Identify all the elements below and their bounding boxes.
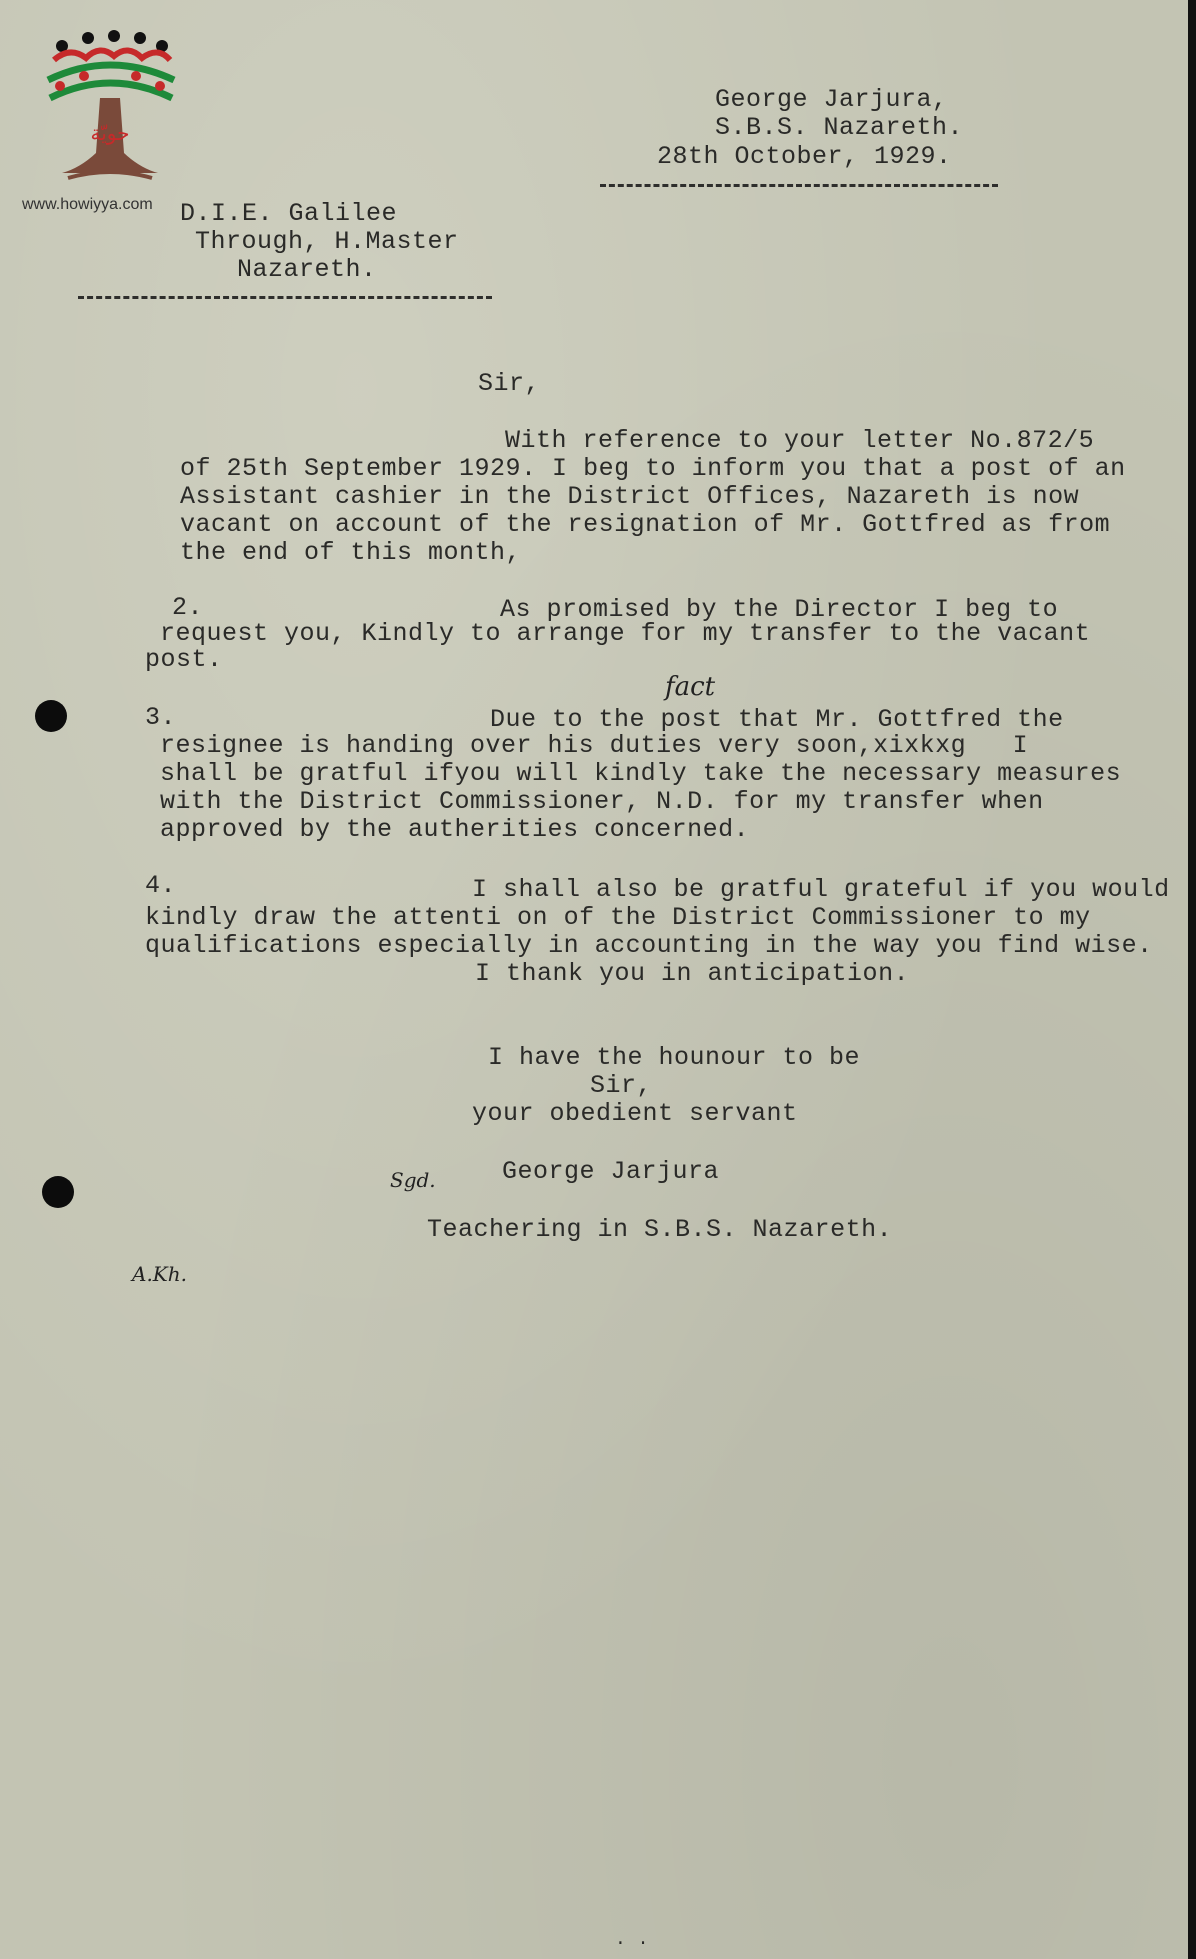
para2-line3: post. bbox=[145, 645, 223, 674]
para3-line5: approved by the autherities concerned. bbox=[160, 815, 750, 844]
sender-name: George Jarjura, bbox=[715, 85, 948, 114]
signature-name: George Jarjura bbox=[502, 1157, 720, 1186]
sender-school: S.B.S. Nazareth. bbox=[715, 113, 964, 142]
howiyya-logo bbox=[40, 28, 180, 193]
para4-line3: qualifications especially in accounting in the way you find wise. bbox=[145, 931, 1153, 960]
letter-date: 28th October, 1929. bbox=[657, 142, 952, 171]
handwritten-initials: A.Kh. bbox=[132, 1262, 187, 1286]
recipient-divider bbox=[78, 296, 492, 299]
recipient-line2: Through, H.Master bbox=[195, 227, 459, 256]
logo-site-text: www.howiyya.com bbox=[22, 196, 153, 213]
closing-line1: I have the hounour to be bbox=[488, 1043, 861, 1072]
punch-hole-top bbox=[35, 700, 67, 732]
para2-line2: request you, Kindly to arrange for my transfer to the vacant bbox=[160, 619, 1091, 648]
para4-number: 4. bbox=[145, 871, 177, 900]
para3-line4: with the District Commissioner, N.D. for my transfer when bbox=[160, 787, 1044, 816]
para4-line4: I thank you in anticipation. bbox=[475, 959, 910, 988]
para4-line1: I shall also be gratful grateful if you would bbox=[472, 875, 1170, 904]
closing-line2: Sir, bbox=[590, 1071, 653, 1100]
para3-line1: Due to the post that Mr. Gottfred the bbox=[490, 705, 1064, 734]
para1-line3: Assistant cashier in the District Offices, Nazareth is now bbox=[180, 482, 1080, 511]
para3-line3: shall be gratful ifyou will kindly take the necessary measures bbox=[160, 759, 1122, 788]
salutation: Sir, bbox=[478, 369, 541, 398]
footer-mark: . . bbox=[615, 1930, 649, 1950]
signature-title: Teachering in S.B.S. Nazareth. bbox=[427, 1215, 893, 1244]
closing-line3: your obedient servant bbox=[472, 1099, 798, 1128]
recipient-line3: Nazareth. bbox=[237, 255, 377, 284]
para1-line2: of 25th September 1929. I beg to inform you that a post of an bbox=[180, 454, 1126, 483]
para2-number: 2. bbox=[172, 593, 204, 622]
scan-edge bbox=[1188, 0, 1196, 1959]
para3-number: 3. bbox=[145, 703, 177, 732]
handwritten-correction: fact bbox=[665, 672, 716, 702]
svg-text:حويّة: حويّة bbox=[90, 121, 130, 145]
punch-hole-bottom bbox=[42, 1176, 74, 1208]
para1-line5: the end of this month, bbox=[180, 538, 522, 567]
para1-line1: With reference to your letter No.872/5 bbox=[505, 426, 1095, 455]
sender-divider bbox=[600, 184, 998, 187]
para2-line1: As promised by the Director I beg to bbox=[500, 595, 1059, 624]
recipient-line1: D.I.E. Galilee bbox=[180, 199, 398, 228]
para1-line4: vacant on account of the resignation of Mr. Gottfred as from bbox=[180, 510, 1111, 539]
para3-line2: resignee is handing over his duties very soon,xixkxg I bbox=[160, 731, 1029, 760]
para4-line2: kindly draw the attenti on of the District Commissioner to my bbox=[145, 903, 1091, 932]
sgd-mark: Sgd. bbox=[390, 1168, 436, 1192]
